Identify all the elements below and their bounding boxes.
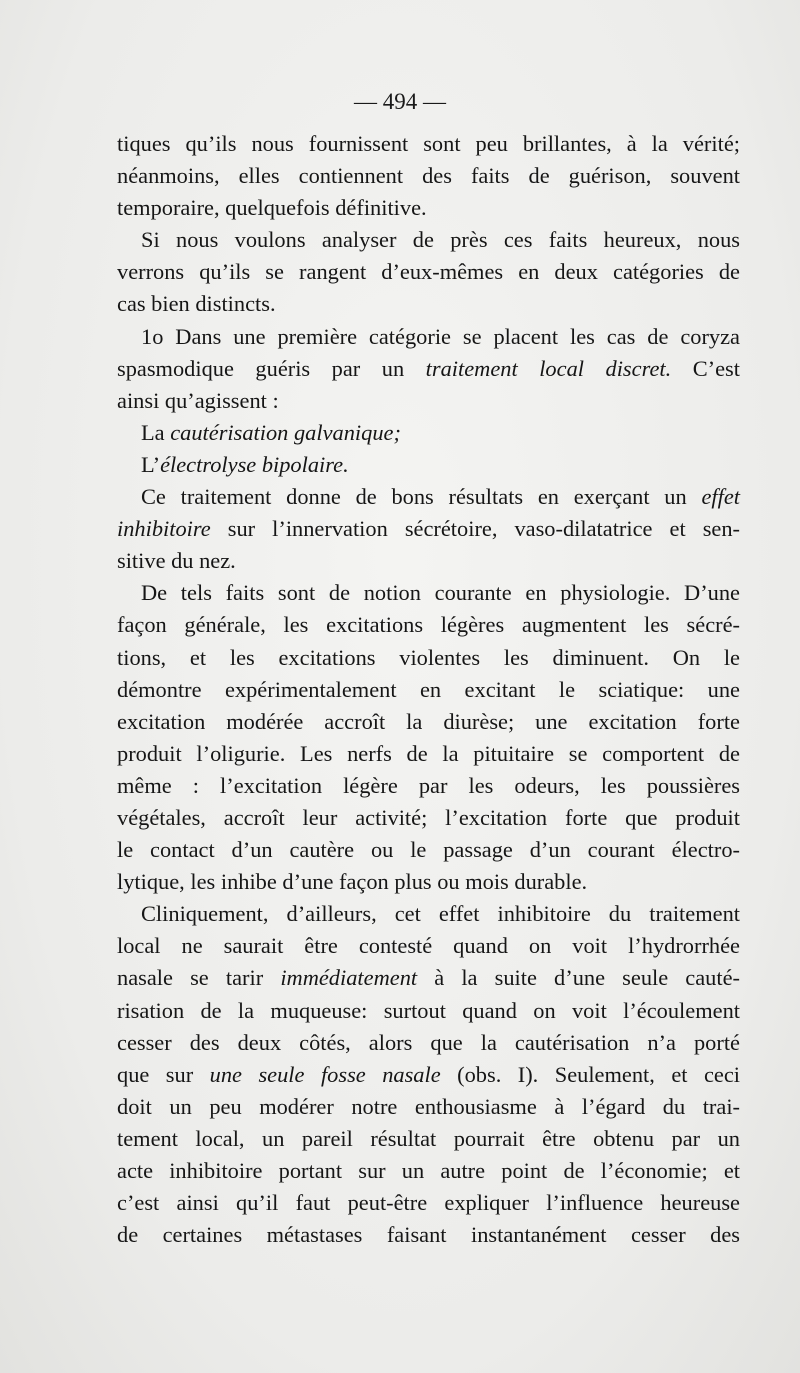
text-run: La: [141, 419, 171, 445]
text-run: De tels faits sont de notion courante en physiologie. D’une: [141, 580, 740, 606]
italic-text: cautérisation galvanique;: [170, 419, 401, 445]
text-run: verrons qu’ils se rangent d’eux-mêmes en deux catégories de: [117, 259, 740, 285]
text-line: [117, 802, 740, 834]
text-line: [117, 321, 740, 353]
text-run: tiques qu’ils nous fournissent sont peu brillantes, à la vérité;: [117, 131, 740, 156]
text-line: [117, 481, 740, 513]
text-run: ainsi qu’agissent :: [117, 387, 279, 413]
italic-text: traitement local discret.: [425, 355, 672, 381]
text-run: façon générale, les excitations légères augmentent les sécré-: [117, 612, 740, 638]
text-run: L’: [141, 451, 161, 477]
text-line: [117, 642, 740, 674]
italic-text: effet: [701, 484, 740, 510]
text-run: le contact d’un cautère ou le passage d’un courant électro-: [117, 837, 740, 863]
text-run: tement local, un pareil résultat pourrait être obtenu par un: [117, 1125, 740, 1151]
text-run: Cliniquement, d’ailleurs, cet effet inhibitoire du traitement: [141, 901, 740, 927]
text-run: 1o Dans une première catégorie se placent les cas de coryza: [141, 323, 740, 349]
text-line: [117, 160, 740, 192]
text-line: [117, 417, 740, 449]
text-run: risation de la muqueuse: surtout quand on voit l’écoulement: [117, 997, 740, 1023]
text-line: [117, 256, 740, 288]
text-run: excitation modérée accroît la diurèse; une excitation forte: [117, 708, 740, 734]
text-run: de certaines métastases faisant instantanément cesser des: [117, 1222, 740, 1248]
text-run: lytique, les inhibe d’une façon plus ou mois durable.: [117, 869, 588, 895]
text-line: [117, 866, 740, 898]
text-run: C’est: [671, 355, 740, 381]
text-line: [117, 192, 740, 224]
text-line: [117, 738, 740, 770]
text-run: sitive du nez.: [117, 548, 236, 574]
text-run: Ce traitement donne de bons résultats en exerçant un: [141, 484, 702, 510]
text-run: acte inhibitoire portant sur un autre point de l’économie; et: [117, 1158, 740, 1183]
text-line: [117, 128, 740, 160]
text-line: [117, 449, 740, 481]
italic-text: électrolyse bipolaire.: [160, 451, 349, 477]
text-line: [117, 1027, 740, 1059]
body-text: [117, 128, 740, 1251]
text-line: [117, 1219, 740, 1251]
text-run: spasmodique guéris par un: [117, 355, 426, 381]
italic-text: une seule fosse nasale: [209, 1061, 441, 1087]
text-line: [117, 962, 740, 994]
text-run: cesser des deux côtés, alors que la cautérisation n’a porté: [117, 1029, 740, 1055]
text-run: sur l’innervation sécrétoire, vaso-dilatatrice et sen-: [210, 516, 740, 542]
text-run: végétales, accroît leur activité; l’excitation forte que produit: [117, 804, 740, 830]
text-run: temporaire, quelquefois définitive.: [117, 195, 427, 221]
text-line: [117, 834, 740, 866]
text-run: doit un peu modérer notre enthousiasme à l’égard du trai-: [117, 1093, 740, 1119]
italic-text: immédiatement: [280, 965, 418, 991]
text-run: (obs. I). Seulement, et ceci: [440, 1061, 741, 1087]
italic-text: inhibitoire: [117, 516, 211, 542]
text-run: Si nous voulons analyser de près ces faits heureux, nous: [141, 227, 740, 253]
text-line: [117, 288, 740, 320]
text-run: tions, et les excitations violentes les diminuent. On le: [117, 644, 740, 670]
text-line: [117, 545, 740, 577]
text-line: [117, 513, 740, 545]
text-line: [117, 770, 740, 802]
text-run: que sur: [117, 1061, 210, 1087]
text-run: nasale se tarir: [117, 965, 281, 991]
text-line: [117, 1059, 740, 1091]
text-line: [117, 1123, 740, 1155]
text-line: [117, 930, 740, 962]
text-line: [117, 1155, 740, 1187]
text-line: [117, 224, 740, 256]
text-run: démontre expérimentalement en excitant le sciatique: une: [117, 676, 740, 702]
text-line: [117, 995, 740, 1027]
text-line: [117, 674, 740, 706]
text-run: c’est ainsi qu’il faut peut-être expliquer l’influence heureuse: [117, 1190, 740, 1216]
text-run: à la suite d’une seule cauté-: [417, 965, 740, 991]
text-line: [117, 353, 740, 385]
text-run: local ne saurait être contesté quand on voit l’hydrorrhée: [117, 933, 740, 959]
text-run: même : l’excitation légère par les odeurs, les poussières: [117, 772, 740, 798]
text-line: [117, 898, 740, 930]
text-line: [117, 1091, 740, 1123]
page-number: — 494 —: [354, 89, 446, 114]
text-line: [117, 385, 740, 417]
text-line: [117, 609, 740, 641]
text-run: néanmoins, elles contiennent des faits de guérison, souvent: [117, 163, 740, 189]
text-line: [117, 577, 740, 609]
text-run: produit l’oligurie. Les nerfs de la pituitaire se comportent de: [117, 740, 740, 766]
text-line: [117, 1187, 740, 1219]
text-line: [117, 706, 740, 738]
text-run: cas bien distincts.: [117, 291, 276, 317]
